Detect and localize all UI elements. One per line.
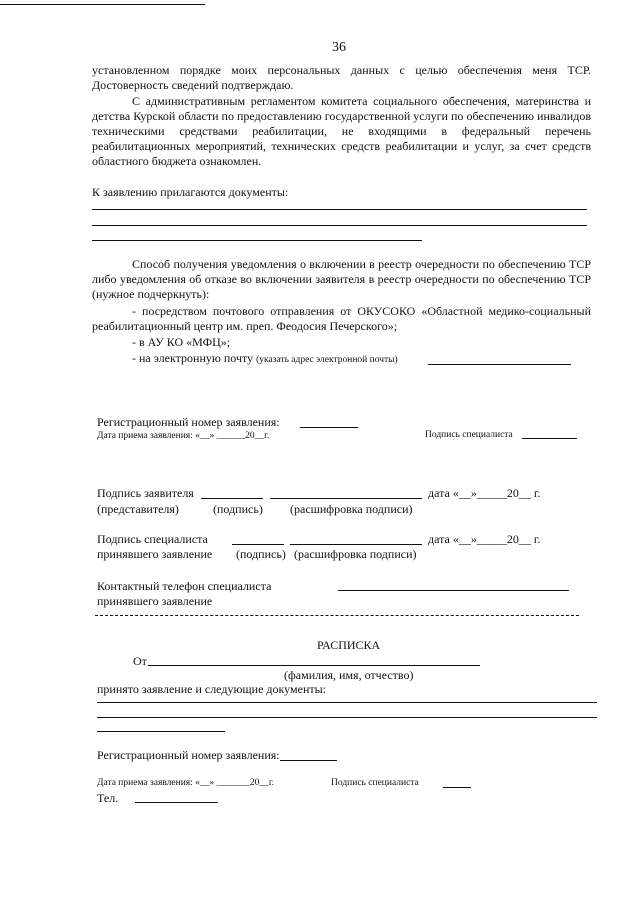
receipt-docs-line-1 xyxy=(97,702,597,703)
notify-option-mfc: - в АУ КО «МФЦ»; xyxy=(132,335,231,349)
docs-line-3 xyxy=(92,240,422,241)
top-rule xyxy=(0,4,205,5)
tel-line xyxy=(135,802,218,803)
accepted-by-label: принявшего заявление xyxy=(97,547,213,561)
representative-label: (представителя) xyxy=(97,502,179,516)
paragraph-consent: установленном порядке моих персональных данных с целью обеспечения меня ТСР. Достоверность сведений подтверждаю. xyxy=(92,63,591,92)
applicant-date: дата «__»_____20__ г. xyxy=(428,486,541,500)
spec-sign-label-2: Подпись специалиста xyxy=(97,532,208,546)
email-line xyxy=(428,364,571,365)
spec-decode-line-2 xyxy=(290,544,422,545)
applicant-sign-line xyxy=(201,498,263,499)
page-number: 36 xyxy=(332,40,346,55)
decode-caption-2: (расшифровка подписи) xyxy=(294,547,417,561)
email-option-hint: (указать адрес электронной почты) xyxy=(256,355,398,365)
reg-number-label: Регистрационный номер заявления: xyxy=(97,415,280,429)
reg-number-line-2 xyxy=(280,760,337,761)
contact-phone-line xyxy=(338,590,569,591)
accepted-docs-label: принято заявление и следующие документы: xyxy=(97,682,327,696)
signature-caption: (подпись) xyxy=(213,502,263,516)
email-option-label: - на электронную почту xyxy=(132,351,254,365)
signature-caption-2: (подпись) xyxy=(236,547,286,561)
docs-line-2 xyxy=(92,225,587,226)
tel-label: Тел. xyxy=(97,791,119,805)
reg-number-label-2: Регистрационный номер заявления: xyxy=(97,748,280,762)
from-label: От xyxy=(133,654,147,668)
reg-date-label: Дата приема заявления: «__» ______20__г. xyxy=(97,431,270,441)
spec-date-2: дата «__»_____20__ г. xyxy=(428,532,541,546)
spec-sign-label-3: Подпись специалиста xyxy=(331,778,419,788)
spec-sign-line-3 xyxy=(443,787,471,788)
receipt-docs-line-2 xyxy=(97,717,597,718)
spec-sign-label: Подпись специалиста xyxy=(425,430,513,440)
fio-caption: (фамилия, имя, отчество) xyxy=(284,668,414,682)
spec-sign-line xyxy=(522,438,577,439)
reg-number-line xyxy=(300,427,358,428)
applicant-decode-line xyxy=(270,498,422,499)
contact-phone-label-2: принявшего заявление xyxy=(97,594,213,608)
attached-docs-label: К заявлению прилагаются документы: xyxy=(92,185,289,199)
notify-option-email xyxy=(132,351,398,366)
spec-sign-line-2 xyxy=(232,544,284,545)
notify-intro: Способ получения уведомления о включении в реестр очередности по обеспечению ТСР либо уведомления об отказе во включении заявителя в реестр очередности по обеспечению ТСР (нужное подчеркнуть): xyxy=(92,257,591,301)
contact-phone-label: Контактный телефон специалиста xyxy=(97,579,272,593)
from-line xyxy=(148,665,480,666)
paragraph-regulation: С административным регламентом комитета социального обеспечения, материнства и детства Курской области по предоставлению государственной услуги по обеспечению инвалидов техническими средствами реабилитации, не входящими в федеральный перечень реабилитационных мероприятий, технических средств реабилитации и услуг, за счет средств областного бюджета ознакомлен. xyxy=(92,94,591,168)
receipt-title: РАСПИСКА xyxy=(317,638,381,652)
receipt-docs-line-3 xyxy=(97,731,225,732)
docs-line-1 xyxy=(92,209,587,210)
cut-line xyxy=(95,615,579,616)
applicant-sign-label: Подпись заявителя xyxy=(97,486,194,500)
reg-date-label-2: Дата приема заявления: «__» _______20__г. xyxy=(97,778,275,788)
notify-option-post: - посредством почтового отправления от ОКУСОКО «Областной медико-социальный реабилитационный центр им. преп. Феодосия Печерского»; xyxy=(92,304,591,333)
decode-caption: (расшифровка подписи) xyxy=(290,502,413,516)
